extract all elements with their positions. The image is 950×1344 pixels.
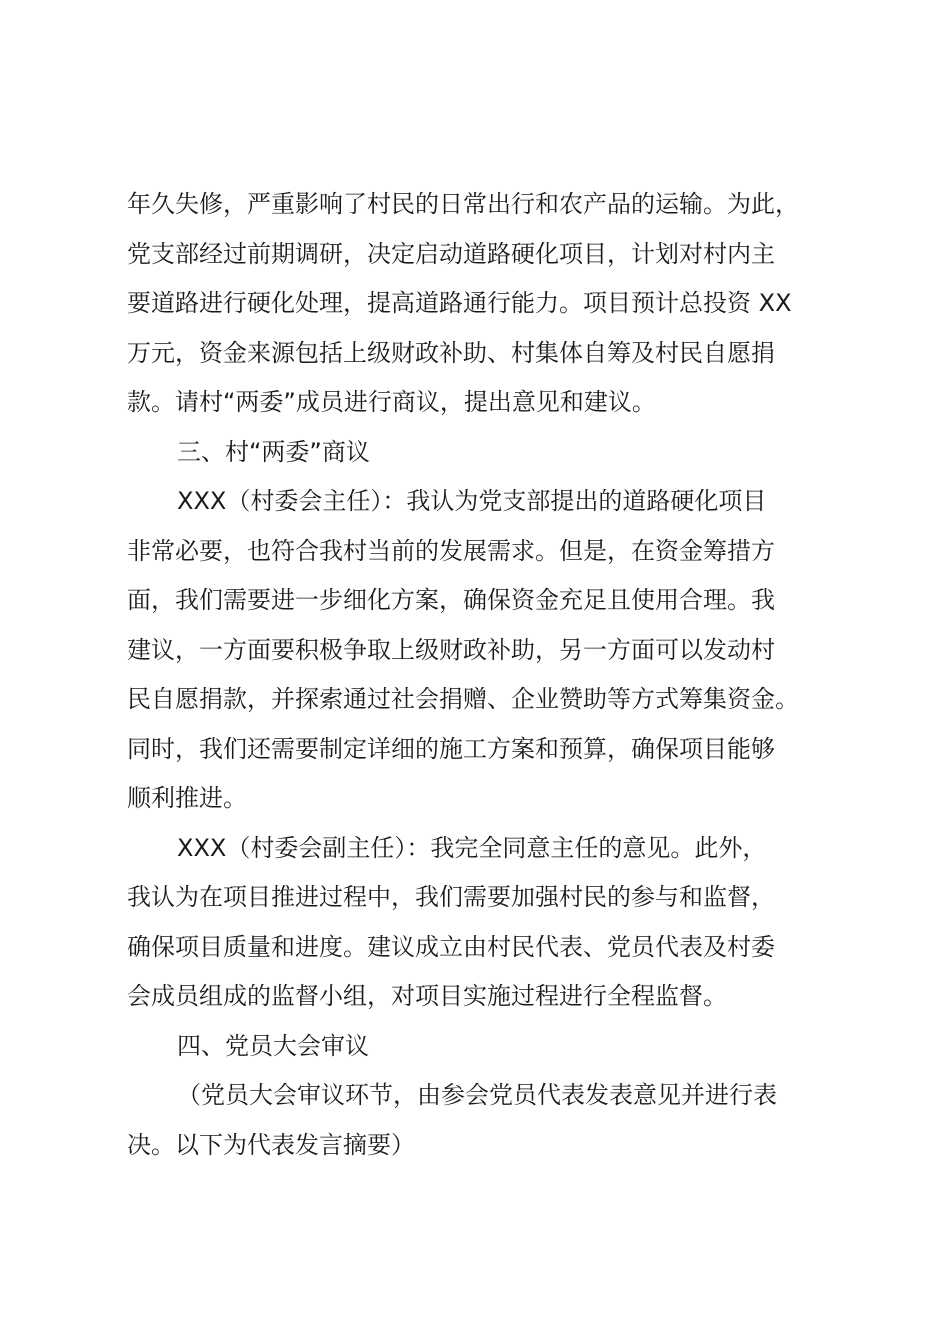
text-line: 年久失修，严重影响了村民的日常出行和农产品的运输。为此， bbox=[127, 190, 799, 218]
text-line: 民自愿捐款，并探索通过社会捐赠、企业赞助等方式筹集资金。 bbox=[127, 685, 799, 713]
heading-text: 三、村“两委”商议 bbox=[177, 437, 370, 466]
paragraph-director-opinion bbox=[127, 477, 839, 824]
text-line: 会成员组成的监督小组，对项目实施过程进行全程监督。 bbox=[127, 982, 727, 1010]
text-line: （党员大会审议环节，由参会党员代表发表意见并进行表 bbox=[177, 1081, 777, 1109]
text-line: 要道路进行硬化处理，提高道路通行能力。项目预计总投资 XX bbox=[127, 289, 792, 317]
text-line: XXX（村委会主任）：我认为党支部提出的道路硬化项目 bbox=[177, 487, 767, 515]
paragraph-deputy-director-opinion bbox=[127, 824, 839, 1022]
document-body bbox=[127, 180, 839, 1170]
text-line: 非常必要，也符合我村当前的发展需求。但是，在资金筹措方 bbox=[127, 536, 775, 565]
section-heading-4 bbox=[127, 1022, 839, 1072]
text-line: 万元，资金来源包括上级财政补助、村集体自筹及村民自愿捐 bbox=[127, 338, 775, 367]
text-line: 确保项目质量和进度。建议成立由村民代表、党员代表及村委 bbox=[127, 932, 775, 961]
text-line: 面，我们需要进一步细化方案，确保资金充足且使用合理。我 bbox=[127, 586, 775, 614]
text-line: 款。请村“两委”成员进行商议，提出意见和建议。 bbox=[127, 388, 656, 416]
text-line: 我认为在项目推进过程中，我们需要加强村民的参与和监督， bbox=[127, 883, 775, 911]
text-line: 顺利推进。 bbox=[127, 784, 247, 812]
text-line: 建议，一方面要积极争取上级财政补助，另一方面可以发动村 bbox=[127, 635, 775, 664]
section-heading-3 bbox=[127, 428, 839, 478]
text-line: 党支部经过前期调研，决定启动道路硬化项目，计划对村内主 bbox=[127, 239, 775, 268]
paragraph-road-project-intro bbox=[127, 180, 839, 428]
paragraph-member-assembly-note bbox=[127, 1071, 839, 1170]
text-line: 决。以下为代表发言摘要） bbox=[127, 1130, 415, 1159]
heading-text: 四、党员大会审议 bbox=[177, 1031, 369, 1060]
text-line: XXX（村委会副主任）：我完全同意主任的意见。此外， bbox=[177, 833, 767, 862]
text-line: 同时，我们还需要制定详细的施工方案和预算，确保项目能够 bbox=[127, 734, 775, 763]
